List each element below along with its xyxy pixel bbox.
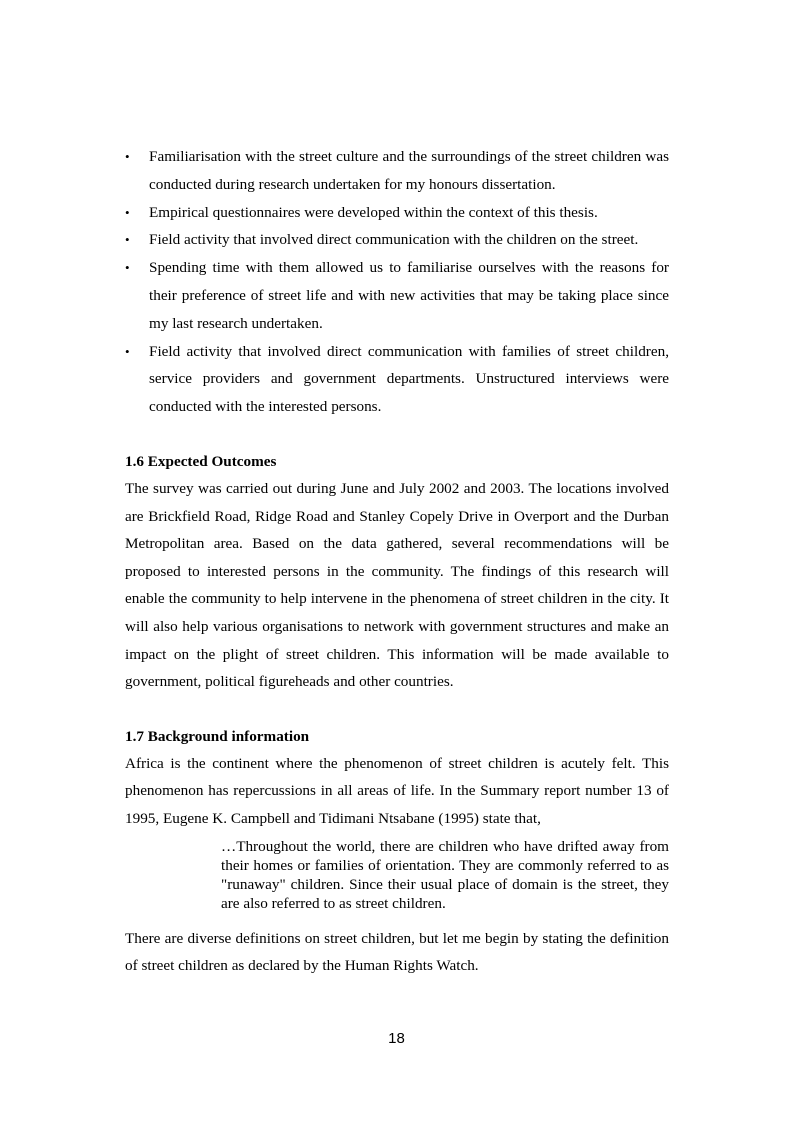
bullet-icon: •: [125, 149, 130, 164]
bullet-item: [125, 226, 669, 254]
bullet-icon: •: [125, 260, 130, 276]
bullet-icon: •: [125, 343, 130, 359]
spacer: [125, 913, 669, 925]
background-paragraph: Africa is the continent where the phenomenon of street children is acutely felt. This phenomenon has repercussions in all areas of life. In the Summary report number 13 of 1995, Eugene K. Campbell and Tidimani Ntsabane (1995) state that,: [125, 754, 669, 827]
section-heading-background-information: 1.7 Background information: [125, 727, 310, 745]
bullet-text: Familiarisation with the street culture and the surroundings of the street children was conducted during research undertaken for my honours dissertation.: [149, 148, 669, 193]
page-number: 18: [388, 1030, 405, 1047]
block-quote: …Throughout the world, there are children who have drifted away from their homes or families of orientation. They are commonly referred to as "runaway" children. Since their usual place of domain is the street, they are also referred to as street children.: [221, 837, 669, 912]
bullet-item: [125, 199, 669, 227]
bullet-text: Field activity that involved direct communication with the children on the street.: [149, 231, 639, 249]
spacer: [125, 696, 669, 723]
bullet-icon: •: [125, 232, 130, 248]
bullet-icon: •: [125, 204, 130, 220]
bullet-text: Spending time with them allowed us to familiarise ourselves with the reasons for their preference of street life and with new activities that may be taking place since my last research undertaken.: [149, 259, 669, 332]
section-heading-expected-outcomes: 1.6 Expected Outcomes: [125, 452, 277, 470]
page-content: [125, 143, 669, 980]
spacer: [125, 421, 669, 448]
closing-paragraph: There are diverse definitions on street children, but let me begin by stating the definition of street children as declared by the Human Rights Watch.: [125, 929, 669, 975]
bullet-text: Field activity that involved direct communication with families of street children, service providers and government departments. Unstructured interviews were conducted with the interested persons.: [149, 342, 669, 416]
bullet-item: [125, 254, 669, 337]
expected-outcomes-paragraph: The survey was carried out during June and July 2002 and 2003. The locations involved are Brickfield Road, Ridge Road and Stanley Copely Drive in Overport and the Durban Metropolitan area. Based on the data gathered, several recommendations will be proposed to interested persons in the community. The findings of this research will enable the community to help intervene in the phenomena of street children in the city. It will also help various organisations to network with government structures and make an impact on the plight of street children. This information will be made available to government, political figureheads and other countries.: [125, 479, 669, 691]
bullet-item: [125, 143, 669, 199]
method-bullet-list: [125, 143, 669, 421]
bullet-item: [125, 338, 669, 421]
bullet-text: Empirical questionnaires were developed within the context of this thesis.: [149, 203, 598, 221]
